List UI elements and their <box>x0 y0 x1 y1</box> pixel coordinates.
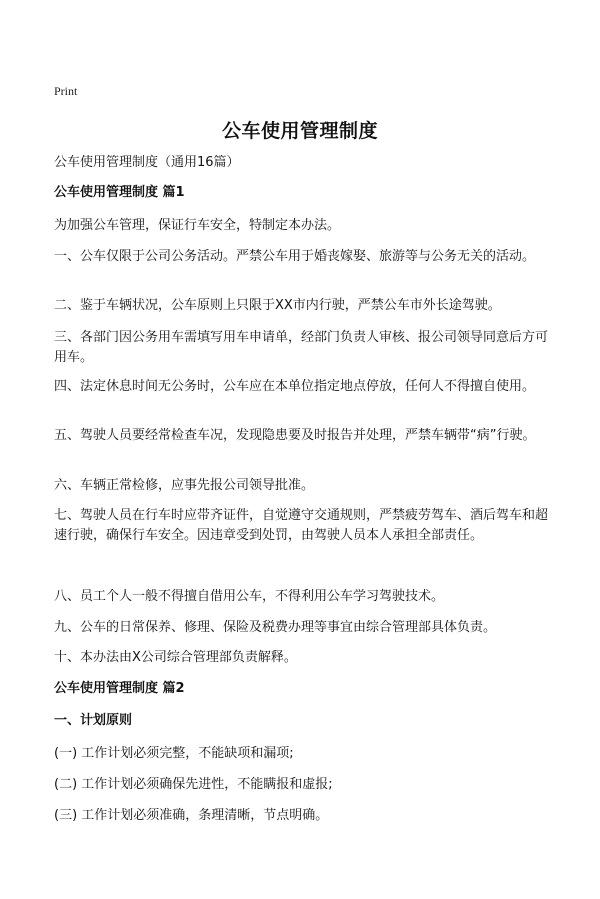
list-item: (一) 工作计划必须完整，不能缺项和漏项; <box>54 746 294 761</box>
rule-item: 四、法定休息时间无公务时，公车应在本单位指定地点停放，任何人不得擅自使用。 <box>54 379 536 394</box>
rule-item: 七、驾驶人员在行车时应带齐证件，自觉遵守交通规则，严禁疲劳驾车、酒后驾车和超速行驶，确保行车安全。因违章受到处罚，由驾驶人员本人承担全部责任。 <box>54 508 549 543</box>
rule-item: 十、本办法由X公司综合管理部负责解释。 <box>54 650 297 665</box>
print-link[interactable]: Print <box>54 84 78 98</box>
plan-principle-heading: 一、计划原则 <box>54 713 133 728</box>
rule-item: 二、鉴于车辆状况，公车原则上只限于XX市内行驶，严禁公车市外长途驾驶。 <box>54 298 501 313</box>
rule-item: 八、员工个人一般不得擅自借用公车，不得利用公车学习驾驶技术。 <box>54 589 445 604</box>
document-subtitle: 公车使用管理制度（通用16篇） <box>54 155 240 170</box>
section-intro: 为加强公车管理，保证行车安全，特制定本办法。 <box>54 218 341 233</box>
section-heading-1: 公车使用管理制度 篇1 <box>54 185 185 200</box>
rule-item: 三、各部门因公务用车需填写用车申请单，经部门负责人审核、报公司领导同意后方可用车。 <box>54 330 549 365</box>
list-item: (三) 工作计划必须准确，条理清晰，节点明确。 <box>54 808 329 823</box>
rule-item: 九、公车的日常保养、修理、保险及税费办理等事宜由综合管理部具体负责。 <box>54 620 497 635</box>
section-heading-2: 公车使用管理制度 篇2 <box>54 681 185 696</box>
rule-item: 一、公车仅限于公司公务活动。严禁公车用于婚丧嫁娶、旅游等与公务无关的活动。 <box>54 249 536 264</box>
rule-item: 六、车辆正常检修，应事先报公司领导批准。 <box>54 478 315 493</box>
page-title: 公车使用管理制度 <box>221 120 378 142</box>
rule-item: 五、驾驶人员要经常检查车况，发现隐患要及时报告并处理，严禁车辆带“病”行驶。 <box>54 428 536 443</box>
list-item: (二) 工作计划必须确保先进性，不能瞒报和虚报; <box>54 777 333 792</box>
